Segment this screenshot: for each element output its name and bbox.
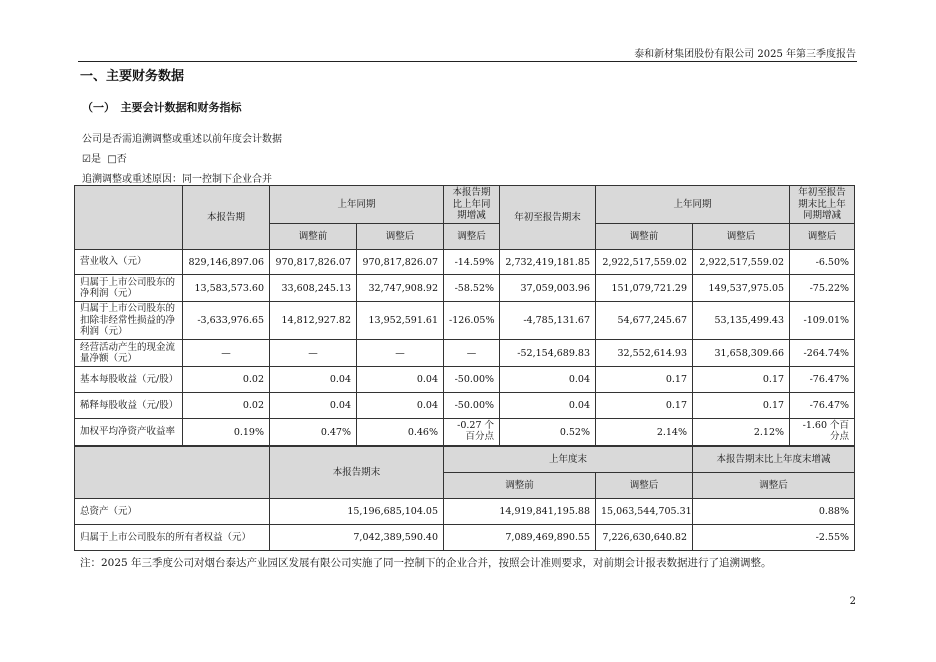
table-row bbox=[75, 499, 855, 525]
cell-prior-before: 14,812,927.82 bbox=[270, 302, 357, 340]
header-after: 调整后 bbox=[693, 224, 790, 250]
cell-ytd-after: 0.17 bbox=[693, 393, 790, 419]
header-prior-period: 上年同期 bbox=[270, 186, 444, 224]
answer-options bbox=[82, 150, 127, 165]
header-before: 调整前 bbox=[444, 473, 596, 499]
cell-ytd-after: 2,922,517,559.02 bbox=[693, 250, 790, 275]
cell-change: -126.05% bbox=[444, 302, 500, 340]
cell-ytd: 0.52% bbox=[500, 419, 596, 446]
cell-ytd-before: 151,079,721.29 bbox=[596, 275, 693, 302]
option-yes: 是 bbox=[90, 154, 101, 165]
checked-checkbox-icon: ☑ bbox=[82, 154, 91, 165]
cell-ytd-before: 2.14% bbox=[596, 419, 693, 446]
cell-before: 14,919,841,195.88 bbox=[444, 499, 596, 525]
cell-ytd-change: -6.50% bbox=[790, 250, 855, 275]
cell-ytd-before: 32,552,614.93 bbox=[596, 340, 693, 367]
table-row bbox=[75, 367, 855, 393]
cell-ytd-after: 149,537,975.05 bbox=[693, 275, 790, 302]
page-number: 2 bbox=[849, 596, 856, 607]
cell-change: -50.00% bbox=[444, 367, 500, 393]
question-text: 公司是否需追溯调整或重述以前年度会计数据 bbox=[82, 134, 282, 145]
row-label: 基本每股收益（元/股） bbox=[75, 367, 183, 393]
header-after: 调整后 bbox=[790, 224, 855, 250]
cell-current: -3,633,976.65 bbox=[183, 302, 270, 340]
row-label: 加权平均净资产收益率 bbox=[75, 419, 183, 446]
option-no: 否 bbox=[116, 154, 127, 165]
cell-ytd: 2,732,419,181.85 bbox=[500, 250, 596, 275]
header-after: 调整后 bbox=[596, 473, 693, 499]
table-row bbox=[75, 525, 855, 551]
cell-prior-after: 0.04 bbox=[357, 367, 444, 393]
cell-change: -58.52% bbox=[444, 275, 500, 302]
cell-ytd-change: -75.22% bbox=[790, 275, 855, 302]
header-period-change: 本报告期比上年同期增减 bbox=[444, 186, 500, 224]
header-before: 调整前 bbox=[270, 224, 357, 250]
cell-prior-before: 0.04 bbox=[270, 393, 357, 419]
cell-prior-after: 13,952,591.61 bbox=[357, 302, 444, 340]
cell-ytd-after: 53,135,499.43 bbox=[693, 302, 790, 340]
table-row bbox=[75, 340, 855, 367]
cell-ytd-before: 2,922,517,559.02 bbox=[596, 250, 693, 275]
header-ytd-change: 年初至报告期末比上年同期增减 bbox=[790, 186, 855, 224]
header-change: 本报告期末比上年度末增减 bbox=[693, 447, 855, 473]
balance-sheet-table bbox=[74, 446, 855, 551]
header-rule bbox=[78, 61, 857, 62]
cell-before: 7,089,469,890.55 bbox=[444, 525, 596, 551]
cell-ytd-change: -76.47% bbox=[790, 367, 855, 393]
cell-current: 829,146,897.06 bbox=[183, 250, 270, 275]
cell-after: 7,226,630,640.82 bbox=[596, 525, 693, 551]
cell-ytd: 37,059,003.96 bbox=[500, 275, 596, 302]
row-label: 归属于上市公司股东的所有者权益（元） bbox=[75, 525, 270, 551]
row-label: 归属于上市公司股东的扣除非经常性损益的净利润（元） bbox=[75, 302, 183, 340]
cell-prior-after: 970,817,826.07 bbox=[357, 250, 444, 275]
cell-ytd-change: -1.60 个百分点 bbox=[790, 419, 855, 446]
cell-after: 15,063,544,705.31 bbox=[596, 499, 693, 525]
cell-ytd: 0.04 bbox=[500, 393, 596, 419]
cell-prior-after: — bbox=[357, 340, 444, 367]
header-prior-ytd: 上年同期 bbox=[596, 186, 790, 224]
cell-current: — bbox=[183, 340, 270, 367]
cell-current: 0.02 bbox=[183, 367, 270, 393]
cell-prior-before: 33,608,245.13 bbox=[270, 275, 357, 302]
cell-prior-before: — bbox=[270, 340, 357, 367]
footnote: 注：2025 年三季度公司对烟台泰达产业园区发展有限公司实施了同一控制下的企业合并，按照会计准则要求，对前期会计报表数据进行了追溯调整。 bbox=[80, 557, 772, 569]
adjustment-reason: 追溯调整或重述原因：同一控制下企业合并 bbox=[82, 174, 272, 185]
cell-change: -2.55% bbox=[693, 525, 855, 551]
unchecked-checkbox-icon: □ bbox=[107, 154, 117, 165]
table-row bbox=[75, 393, 855, 419]
row-label: 经营活动产生的现金流量净额（元） bbox=[75, 340, 183, 367]
row-label: 归属于上市公司股东的净利润（元） bbox=[75, 275, 183, 302]
cell-prior-before: 0.47% bbox=[270, 419, 357, 446]
header-current-period: 本报告期 bbox=[183, 186, 270, 250]
cell-change: -0.27 个百分点 bbox=[444, 419, 500, 446]
row-label: 稀释每股收益（元/股） bbox=[75, 393, 183, 419]
cell-ytd-after: 31,658,309.66 bbox=[693, 340, 790, 367]
cell-ytd-change: -109.01% bbox=[790, 302, 855, 340]
table-row bbox=[75, 275, 855, 302]
subsection-title: （一） 主要会计数据和财务指标 bbox=[82, 101, 242, 114]
cell-ytd-change: -264.74% bbox=[790, 340, 855, 367]
header-after: 调整后 bbox=[357, 224, 444, 250]
cell-ytd-before: 0.17 bbox=[596, 367, 693, 393]
cell-ytd-after: 2.12% bbox=[693, 419, 790, 446]
cell-current: 13,583,573.60 bbox=[183, 275, 270, 302]
cell-ytd-before: 54,677,245.67 bbox=[596, 302, 693, 340]
header-after: 调整后 bbox=[693, 473, 855, 499]
header-blank bbox=[75, 447, 270, 499]
table-row bbox=[75, 419, 855, 446]
cell-ytd-change: -76.47% bbox=[790, 393, 855, 419]
financial-indicators-table bbox=[74, 185, 855, 446]
cell-period-end: 15,196,685,104.05 bbox=[270, 499, 444, 525]
cell-change: — bbox=[444, 340, 500, 367]
header-ytd: 年初至报告期末 bbox=[500, 186, 596, 250]
cell-prior-before: 970,817,826.07 bbox=[270, 250, 357, 275]
cell-ytd: -4,785,131.67 bbox=[500, 302, 596, 340]
header-blank bbox=[75, 186, 183, 250]
section-title: 一、主要财务数据 bbox=[80, 69, 185, 84]
cell-current: 0.02 bbox=[183, 393, 270, 419]
cell-ytd-before: 0.17 bbox=[596, 393, 693, 419]
cell-ytd: -52,154,689.83 bbox=[500, 340, 596, 367]
header-after: 调整后 bbox=[444, 224, 500, 250]
header-prior-year-end: 上年度末 bbox=[444, 447, 693, 473]
cell-prior-after: 32,747,908.92 bbox=[357, 275, 444, 302]
row-label: 营业收入（元） bbox=[75, 250, 183, 275]
cell-prior-before: 0.04 bbox=[270, 367, 357, 393]
cell-change: -14.59% bbox=[444, 250, 500, 275]
cell-ytd-after: 0.17 bbox=[693, 367, 790, 393]
cell-current: 0.19% bbox=[183, 419, 270, 446]
cell-change: -50.00% bbox=[444, 393, 500, 419]
cell-change: 0.88% bbox=[693, 499, 855, 525]
header-before: 调整前 bbox=[596, 224, 693, 250]
table-row bbox=[75, 250, 855, 275]
cell-prior-after: 0.04 bbox=[357, 393, 444, 419]
header-period-end: 本报告期末 bbox=[270, 447, 444, 499]
cell-ytd: 0.04 bbox=[500, 367, 596, 393]
cell-prior-after: 0.46% bbox=[357, 419, 444, 446]
report-header: 泰和新材集团股份有限公司 2025 年第三季度报告 bbox=[634, 49, 856, 60]
table-row bbox=[75, 302, 855, 340]
row-label: 总资产（元） bbox=[75, 499, 270, 525]
cell-period-end: 7,042,389,590.40 bbox=[270, 525, 444, 551]
